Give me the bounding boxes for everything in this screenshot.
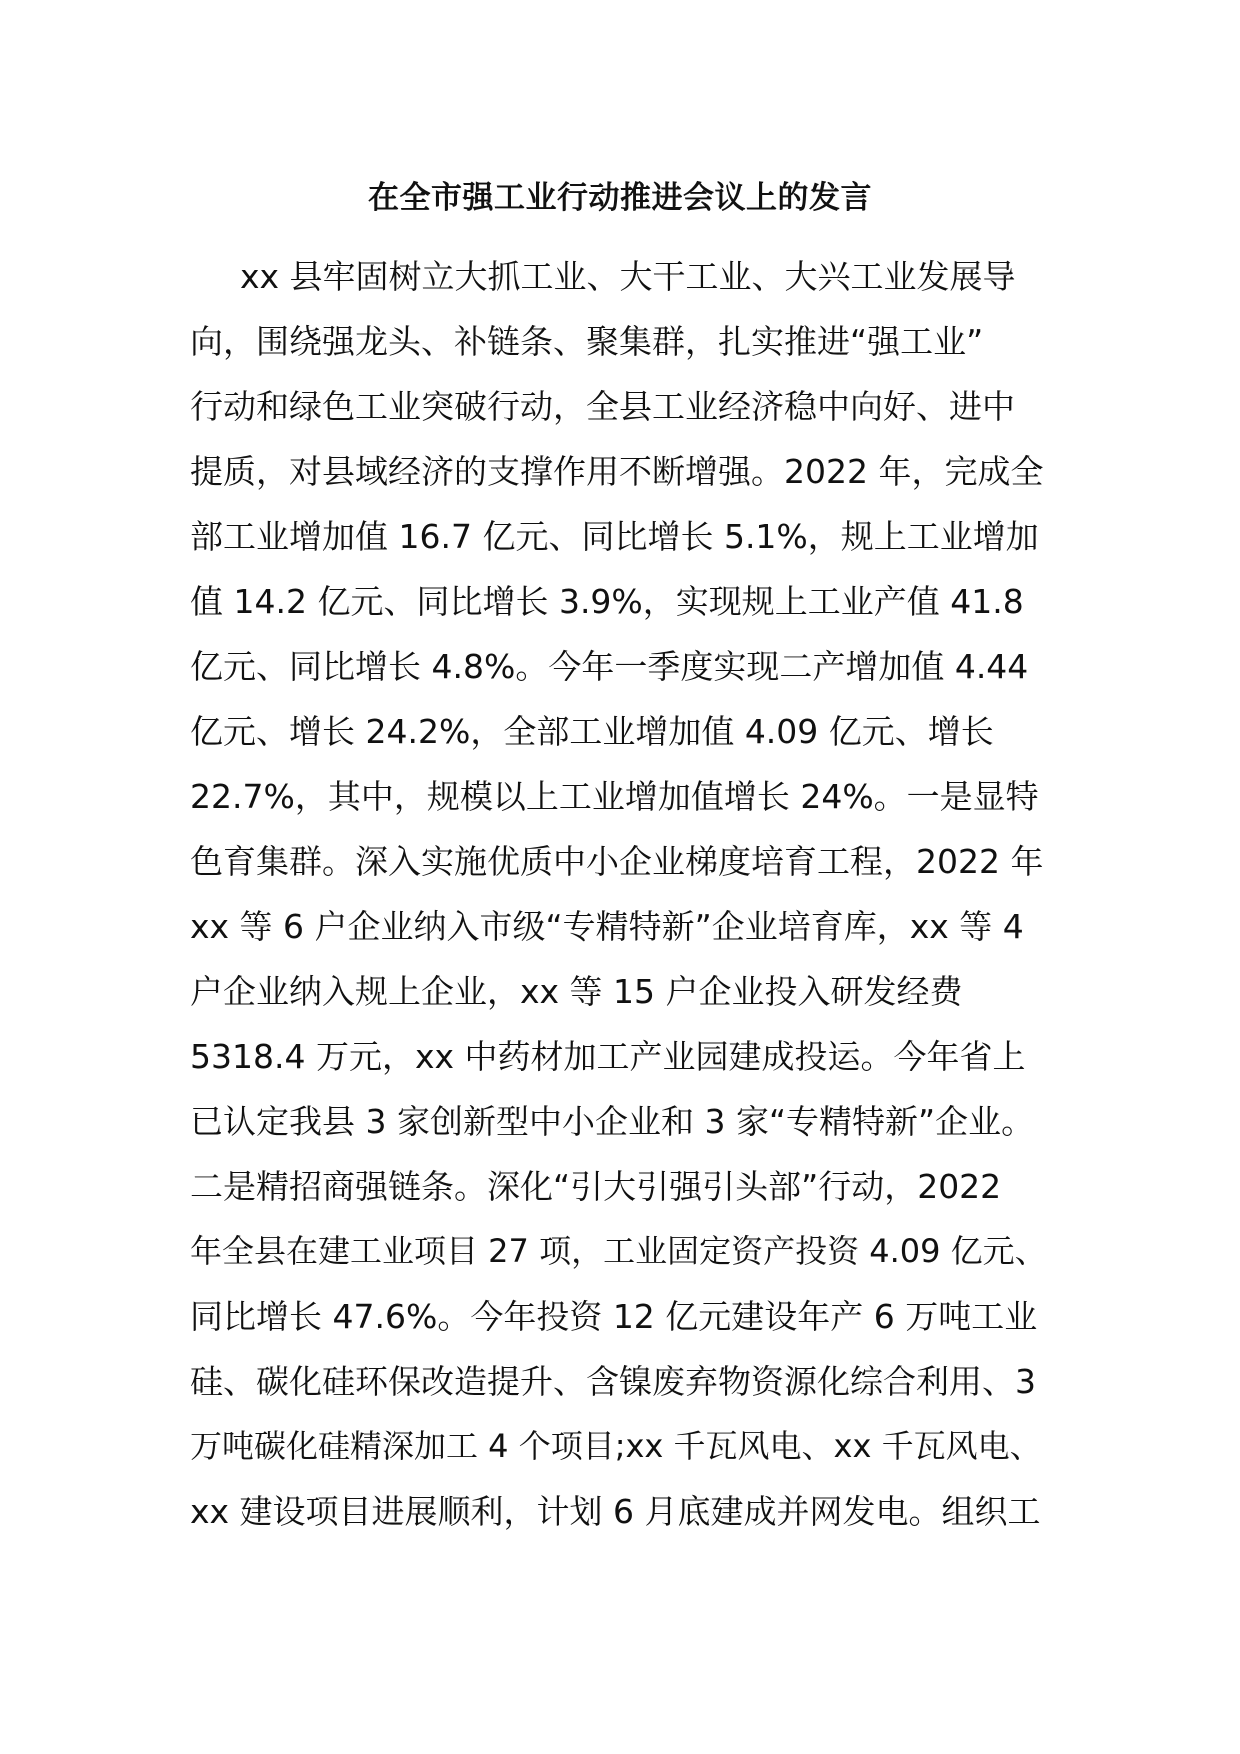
document-body [190,244,1050,1544]
body-line: 同比增长 47.6%。今年投资 12 亿元建设年产 6 万吨工业 [190,1297,1038,1336]
body-line: 亿元、增长 24.2%，全部工业增加值 4.09 亿元、增长 [190,712,994,751]
body-line: xx 等 6 户企业纳入市级“专精特新”企业培育库，xx 等 4 [190,907,1024,946]
body-line: 行动和绿色工业突破行动，全县工业经济稳中向好、进中 [190,387,1015,426]
body-line: 部工业增加值 16.7 亿元、同比增长 5.1%，规上工业增加 [190,517,1039,556]
body-line: xx 县牢固树立大抓工业、大干工业、大兴工业发展导 [240,257,1016,296]
body-line: 亿元、同比增长 4.8%。今年一季度实现二产增加值 4.44 [190,647,1029,686]
body-line: 向，围绕强龙头、补链条、聚集群，扎实推进“强工业” [190,322,984,361]
body-line: 22.7%，其中，规模以上工业增加值增长 24%。一是显特 [190,777,1039,816]
body-line: 户企业纳入规上企业，xx 等 15 户企业投入研发经费 [190,972,963,1011]
document-title: 在全市强工业行动推进会议上的发言 [368,180,872,216]
body-line: 已认定我县 3 家创新型中小企业和 3 家“专精特新”企业。 [190,1102,1035,1141]
body-line: 万吨碳化硅精深加工 4 个项目;xx 千瓦风电、xx 千瓦风电、 [190,1427,1042,1465]
body-line: 硅、碳化硅环保改造提升、含镍废弃物资源化综合利用、3 [190,1362,1036,1401]
body-line: xx 建设项目进展顺利，计划 6 月底建成并网发电。组织工 [190,1492,1041,1531]
body-line: 二是精招商强链条。深化“引大引强引头部”行动，2022 [190,1167,1002,1206]
body-line: 年全县在建工业项目 27 项，工业固定资产投资 4.09 亿元、 [190,1232,1047,1270]
body-line: 值 14.2 亿元、同比增长 3.9%，实现规上工业产值 41.8 [190,582,1024,621]
body-line: 色育集群。深入实施优质中小企业梯度培育工程，2022 年 [190,842,1044,881]
body-line: 5318.4 万元，xx 中药材加工产业园建成投运。今年省上 [190,1037,1026,1076]
body-line: 提质，对县域经济的支撑作用不断增强。2022 年，完成全 [190,452,1044,491]
